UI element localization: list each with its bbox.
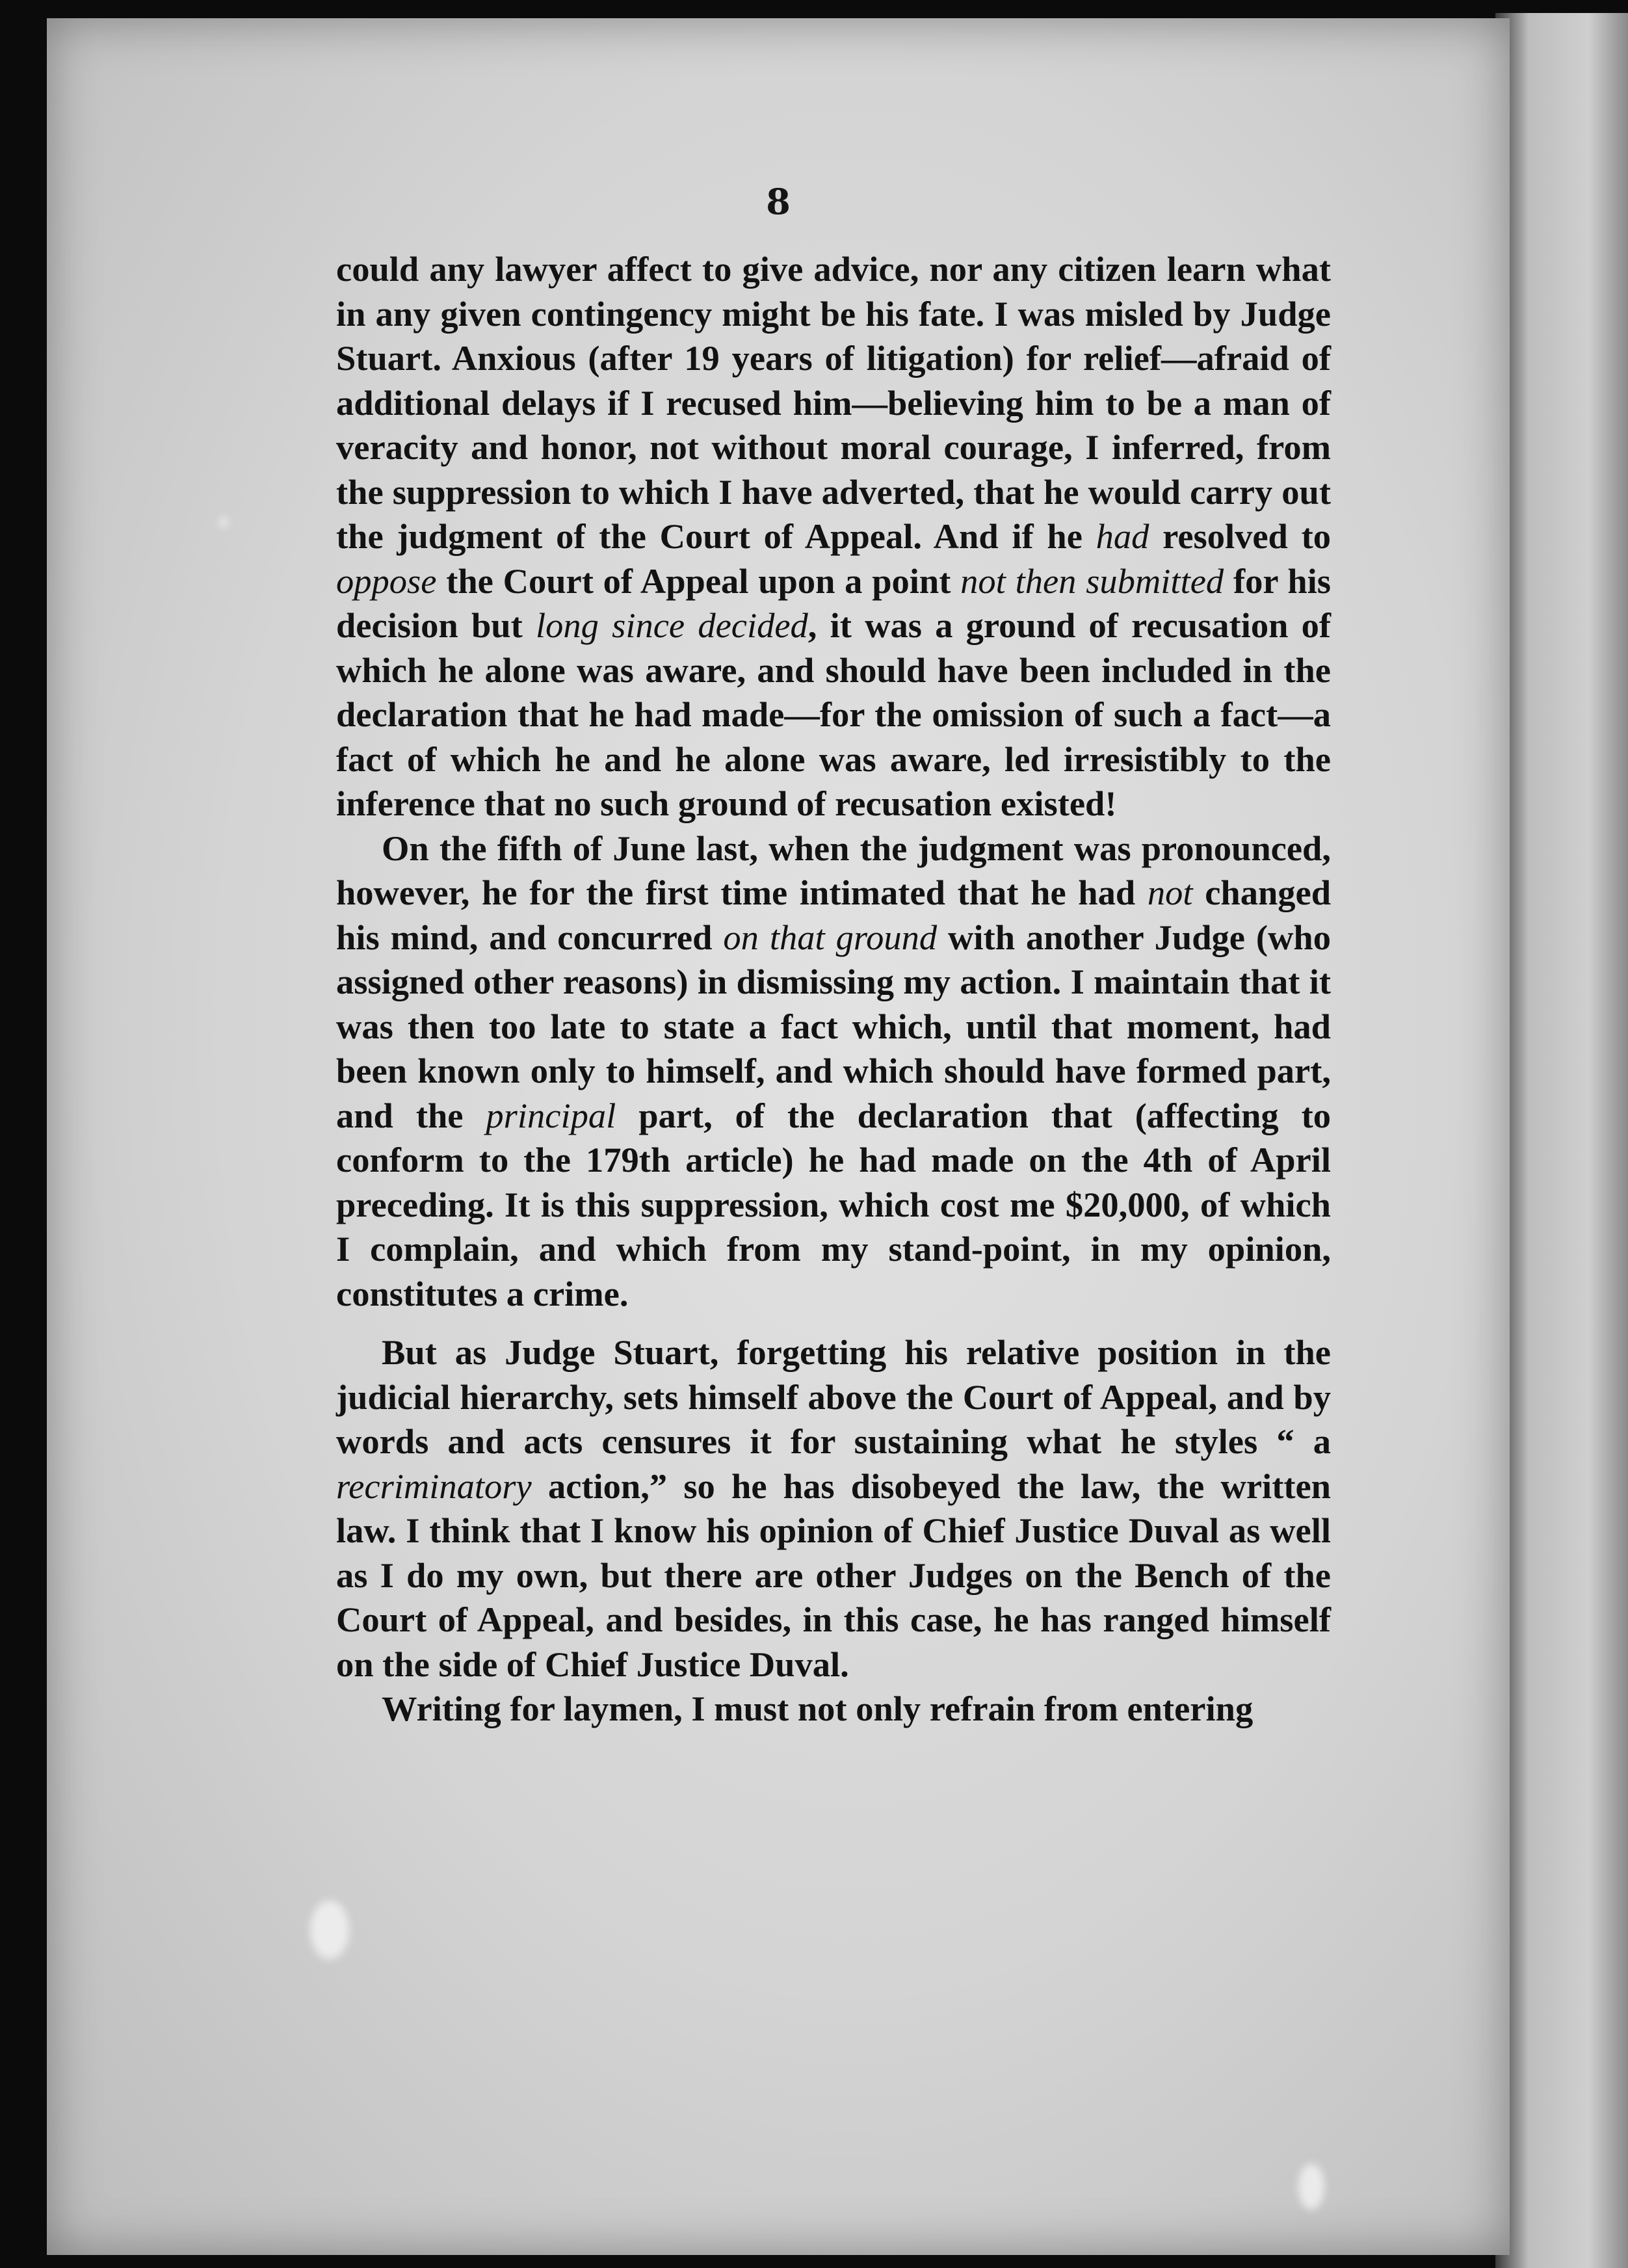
paragraph-3	[336, 1330, 1331, 1687]
text-run: with another Judge (who assigned other reasons) in dismissing my action. I maintain that it was then too late to state a fact which, until that moment, had been known only to himself, and which should have formed part, and the	[336, 917, 1331, 1135]
emphasized-text: had	[1096, 516, 1149, 556]
text-run: Writing for laymen, I must not only refrain from entering	[382, 1689, 1254, 1728]
body-text	[336, 247, 1331, 1732]
emphasized-text: principal	[486, 1095, 616, 1135]
paragraph-1	[336, 247, 1331, 826]
text-run: could any lawyer affect to give advice, nor any citizen learn what in any given contingency might be his fate. I was misled by Judge Stuart. Anxious (after 19 years of litigation) for relief—afraid of additional delays if I recused him—believing him to be a man of veracity and honor, not without moral courage, I inferred, from the suppression to which I have adverted, that he would carry out the judgment of the Court of Appeal. And if he	[336, 249, 1331, 556]
emphasized-text: recriminatory	[336, 1466, 532, 1506]
text-run: part, of the declaration that (affecting to conform to the 179th article) he had made on the 4th of April preceding. It is this suppression, which cost me $20,000, of which I complain, and which from my stand-point, in my opinion, constitutes a crime.	[336, 1095, 1331, 1313]
document-page	[47, 18, 1510, 2255]
emphasized-text: not	[1147, 873, 1193, 912]
emphasized-text: oppose	[336, 560, 437, 601]
text-run: changed his mind, and concurred	[336, 873, 1332, 957]
paragraph-4	[336, 1687, 1331, 1732]
emphasized-text: long since decided	[535, 605, 808, 645]
text-run: resolved to	[1149, 516, 1331, 556]
emphasized-text: not then submitted	[960, 560, 1224, 601]
text-run: the Court of Appeal upon a point	[436, 560, 961, 601]
text-run: , it was a ground of recusation of which he alone was aware, and should have been included in the declaration that he had made—for the omission of such a fact—a fact of which he and he alone was aware, led irresistibly to the inference that no such ground of recusation existed!	[336, 605, 1332, 823]
scan-speck	[1298, 2164, 1324, 2209]
scan-speck	[219, 518, 228, 527]
text-run: for his decision but	[336, 560, 1331, 645]
paragraph-2	[336, 826, 1331, 1317]
adjacent-page-edge	[1495, 13, 1628, 2268]
page-number: 8	[766, 181, 791, 222]
text-run: But as Judge Stuart, forgetting his relative position in the judicial hierarchy, sets himself above the Court of Appeal, and by words and acts censures it for sustaining what he styles “ a	[336, 1332, 1331, 1461]
text-run: On the fifth of June last, when the judgment was pronounced, however, he for the first time intimated that he had	[336, 828, 1331, 912]
emphasized-text: on that ground	[723, 917, 938, 957]
text-run: action,” so he has disobeyed the law, the written law. I think that I know his opinion of Chief Justice Duval as well as I do my own, but there are other Judges on the Bench of the Court of Appeal, and besides, in this case, he has ranged himself on the side of Chief Justice Duval.	[336, 1466, 1331, 1684]
scan-speck	[310, 1901, 349, 1959]
